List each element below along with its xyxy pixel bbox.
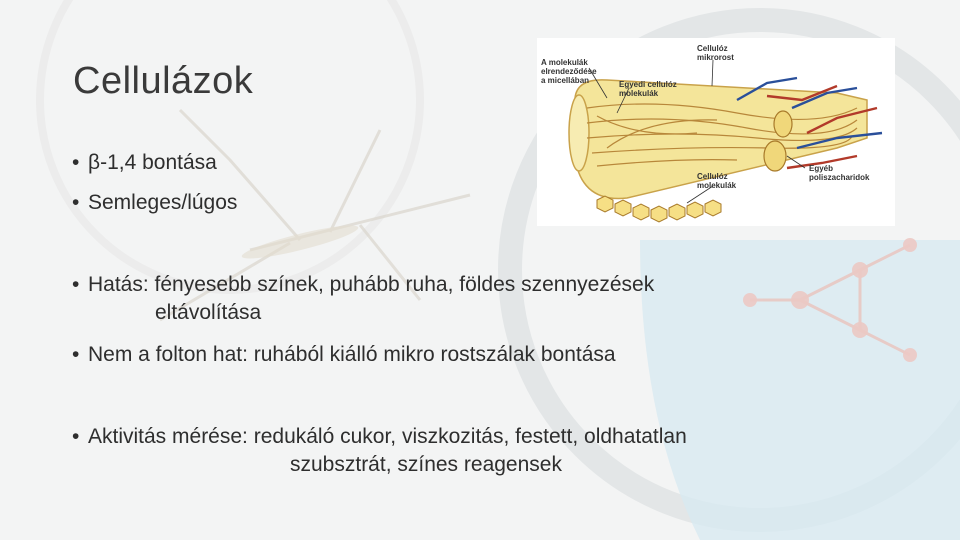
label-line: Cellulóz [697, 172, 728, 181]
bullet-text: β-1,4 bontása [88, 151, 217, 174]
bullet-continuation: eltávolítása [155, 301, 262, 324]
label-molecule-arrangement [541, 58, 597, 85]
bullet-dot: • [72, 151, 80, 174]
label-line: mikrorost [697, 53, 734, 62]
cellulose-structure-figure [537, 38, 895, 226]
label-microfiber [697, 44, 734, 62]
label-line: Egyedi cellulóz [619, 80, 677, 89]
bullet-dot: • [72, 273, 80, 296]
label-other-polysaccharides [809, 164, 869, 182]
bullet-item [72, 342, 616, 368]
slide-title: Cellulázok [73, 60, 254, 102]
label-line: molekulák [697, 181, 737, 190]
bullet-dot: • [72, 191, 80, 214]
label-line: molekulák [619, 89, 659, 98]
label-line: elrendeződése [541, 67, 597, 76]
label-cellulose-molecules [697, 172, 736, 190]
label-line: poliszacharidok [809, 173, 870, 182]
bullet-text: Aktivitás mérése: redukáló cukor, viszkozitás, festett, oldhatatlan [88, 425, 687, 448]
bullet-continuation: szubsztrát, színes reagensek [290, 453, 562, 476]
bullet-item [72, 424, 687, 450]
bullet-item [72, 272, 654, 298]
label-line: Cellulóz [697, 44, 728, 53]
bullet-text: Nem a folton hat: ruhából kiálló mikro rostszálak bontása [88, 343, 616, 366]
label-single-cellulose [619, 80, 677, 98]
bullet-dot: • [72, 343, 80, 366]
label-line: A molekulák [541, 58, 588, 67]
bullet-text: Hatás: fényesebb színek, puhább ruha, földes szennyezések [88, 273, 655, 296]
label-line: Egyéb [809, 164, 834, 173]
bullet-text: Semleges/lúgos [88, 191, 238, 214]
label-line: a micellában [541, 76, 590, 85]
bullet-item [72, 150, 217, 176]
bullet-dot: • [72, 425, 80, 448]
bullet-item [72, 190, 237, 216]
